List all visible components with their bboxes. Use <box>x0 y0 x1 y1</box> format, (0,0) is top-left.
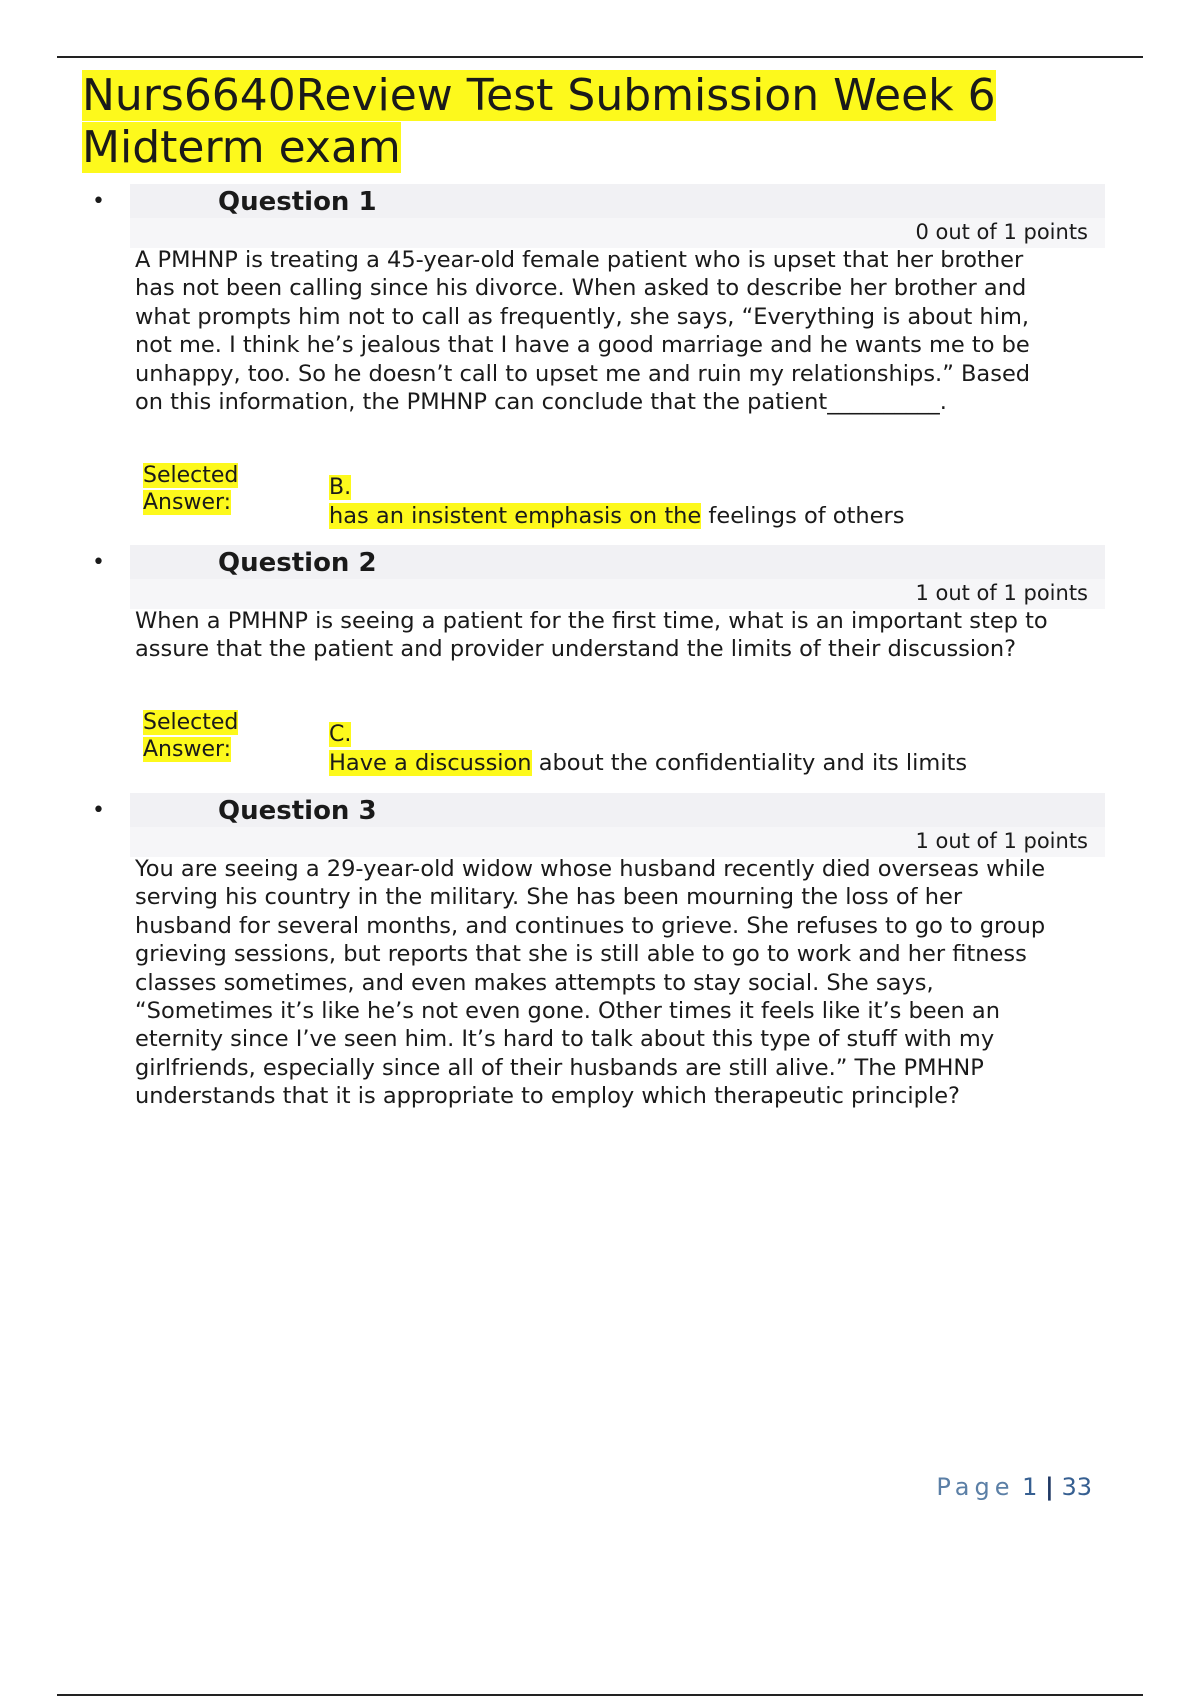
question-text: You are seeing a 29-year-old widow whose husband recently died overseas while serving his country in the military. She has been mourning the loss of her husband for several months, and continues to grieve. She refuses to go to group grieving sessions, but reports that she is still able to go to work and her fitness classes sometimes, and even makes attempts to stay social. She says, “Sometimes it’s like he’s not even gone. Other times it feels like it’s been an eternity since I’ve seen him. It’s hard to talk about this type of stuff with my girlfriends, especially since all of their husbands are still alive.” The PMHNP understands that it is appropriate to employ which therapeutic principle? <box>135 856 1046 1110</box>
selected-answer-label: Selected Answer: <box>143 463 239 515</box>
question-points: 1 out of 1 points <box>915 581 1088 605</box>
answer-text-highlighted: Have a discussion <box>329 750 532 776</box>
answer-letter: C. <box>329 722 352 747</box>
document-title <box>82 70 1042 174</box>
question-3 <box>0 793 1200 1153</box>
question-text: A PMHNP is treating a 45-year-old female patient who is upset that her brother has not been calling since his divorce. When asked to describe her brother and what prompts him not to call as frequently, she says, “Everything is about him, not me. I think he’s jealous that I have a good marriage and he wants me to be unhappy, too. So he doesn’t call to upset me and ruin my relationships.” Based on this information, the PMHNP can conclude that the patient__________. <box>135 247 1031 416</box>
bullet-icon: • <box>92 550 105 575</box>
page-separator: | <box>1045 1473 1054 1501</box>
selected-answer-2 <box>0 709 1200 779</box>
document-title-text: Nurs6640Review Test Submission Week 6 Midterm exam <box>82 70 996 173</box>
answer-text-rest: about the confidentiality and its limits <box>531 750 968 776</box>
answer-text <box>329 502 904 530</box>
page-number: 1 <box>1022 1473 1038 1501</box>
top-rule <box>57 56 1143 58</box>
question-points: 0 out of 1 points <box>915 220 1088 244</box>
answer-text <box>329 749 967 777</box>
answer-text-highlighted: has an insistent emphasis on the <box>329 503 702 529</box>
question-2 <box>0 545 1200 705</box>
page-word: Page <box>936 1473 1015 1501</box>
selected-answer-1 <box>0 462 1200 532</box>
question-text: When a PMHNP is seeing a patient for the first time, what is an important step to assure that the patient and provider understand the limits of their discussion? <box>135 608 1048 663</box>
selected-answer-label: Selected Answer: <box>143 710 239 762</box>
question-title: Question 3 <box>218 796 377 826</box>
bullet-icon: • <box>92 798 105 823</box>
page-footer <box>936 1472 1092 1502</box>
total-pages: 33 <box>1061 1473 1092 1501</box>
bullet-icon: • <box>92 189 105 214</box>
answer-letter: B. <box>329 475 352 500</box>
question-points: 1 out of 1 points <box>915 829 1088 853</box>
question-title: Question 2 <box>218 548 377 578</box>
answer-text-rest: feelings of others <box>701 503 905 529</box>
bottom-rule <box>57 1694 1143 1696</box>
question-title: Question 1 <box>218 187 377 217</box>
